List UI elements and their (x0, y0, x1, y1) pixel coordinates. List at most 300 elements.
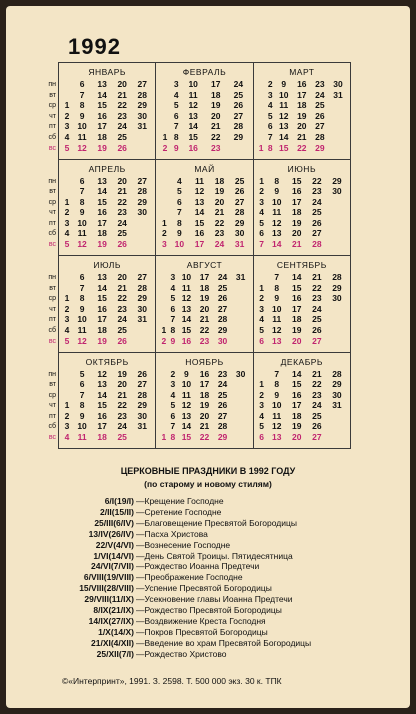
day-cell: 20 (199, 410, 210, 421)
day-cell: 22 (312, 175, 322, 186)
day-cell: 22 (297, 142, 307, 153)
day-cell: 23 (315, 79, 325, 89)
day-cell (232, 336, 250, 347)
day-cell: 30 (137, 207, 147, 218)
day-cell (159, 314, 168, 325)
day-cell: 24 (117, 421, 127, 432)
day-cell: 13 (188, 110, 198, 121)
weekday-label: пт (49, 316, 56, 324)
day-cell: 11 (77, 432, 87, 443)
day-cell: 16 (297, 79, 307, 89)
day-cell (329, 143, 347, 154)
day-cell: 12 (188, 100, 198, 111)
month-days-table (257, 272, 347, 346)
weekday-label: сб (48, 133, 56, 141)
day-cell: 16 (97, 110, 107, 121)
day-cell: 25 (312, 207, 322, 218)
day-cell: 25 (315, 100, 325, 111)
day-cell: 20 (292, 335, 302, 346)
month-block (254, 353, 351, 450)
month-block (254, 160, 351, 257)
day-cell: 22 (312, 379, 322, 390)
day-cell: 21 (312, 368, 322, 379)
holiday-name: —Крещение Господне (136, 496, 224, 506)
day-cell: 11 (181, 282, 191, 293)
day-cell (159, 400, 168, 411)
day-cell (159, 186, 169, 197)
day-cell: 24 (312, 196, 322, 207)
day-cell: 3 (170, 272, 176, 282)
day-cell: 8 (274, 282, 280, 293)
day-cell: 7 (274, 368, 280, 379)
holiday-row (58, 540, 398, 551)
day-cell: 4 (259, 314, 265, 325)
day-cell: 12 (279, 110, 289, 121)
weekday-label: вт (49, 284, 56, 292)
day-cell (327, 207, 347, 218)
day-cell: 28 (137, 282, 147, 293)
day-cell: 27 (312, 228, 322, 239)
day-cell: 5 (259, 217, 265, 228)
day-cell: 31 (137, 121, 147, 132)
holiday-date: 14/IX(27/IX) (88, 615, 134, 626)
day-cell: 26 (234, 186, 245, 197)
day-cell (132, 228, 152, 239)
day-cell: 2 (259, 389, 265, 400)
day-cell: 23 (312, 389, 322, 400)
day-cell: 16 (194, 228, 205, 239)
day-cell: 6 (170, 410, 176, 421)
day-cell (257, 100, 266, 111)
day-cell (132, 218, 152, 229)
holiday-row (58, 561, 398, 572)
day-cell: 20 (117, 379, 127, 390)
day-cell (232, 390, 250, 401)
day-cell: 31 (333, 89, 343, 100)
day-cell: 4 (259, 207, 265, 218)
day-cell (232, 432, 250, 443)
day-cell: 5 (173, 100, 179, 111)
day-cell (159, 379, 168, 390)
day-cell: 25 (217, 389, 228, 400)
day-cell (62, 272, 72, 283)
day-cell: 3 (161, 239, 167, 250)
month-name: ДЕКАБРЬ (280, 356, 324, 367)
day-cell: 25 (117, 131, 127, 142)
day-cell: 20 (292, 228, 302, 239)
day-cell (159, 411, 168, 422)
day-cell (159, 390, 168, 401)
holiday-date: 6/I(19/I) (104, 496, 134, 506)
day-cell (232, 283, 250, 294)
day-cell: 12 (77, 239, 87, 250)
day-cell: 29 (234, 217, 245, 228)
weekday-label-block (34, 273, 56, 370)
weekday-label: ср (48, 198, 56, 206)
day-cell: 4 (259, 410, 265, 421)
day-cell: 23 (217, 368, 228, 379)
day-cell: 29 (315, 142, 325, 153)
day-cell: 20 (211, 110, 221, 121)
day-cell: 20 (199, 303, 210, 314)
day-cell: 3 (173, 79, 179, 89)
day-cell: 9 (281, 79, 287, 89)
weekday-label: чт (49, 209, 56, 217)
day-cell: 18 (297, 100, 307, 111)
holiday-name: —Пасха Христова (136, 528, 208, 539)
day-cell: 20 (117, 175, 127, 186)
day-cell: 27 (233, 110, 244, 121)
day-cell (232, 421, 250, 432)
month-block (59, 256, 156, 353)
holiday-row (58, 583, 398, 594)
day-cell: 19 (199, 293, 210, 304)
day-cell: 11 (279, 100, 289, 111)
day-cell: 9 (79, 110, 85, 121)
day-cell: 4 (170, 282, 176, 293)
day-cell: 10 (77, 314, 87, 325)
day-cell: 3 (259, 196, 265, 207)
day-cell: 20 (117, 272, 127, 282)
day-cell: 2 (64, 303, 70, 314)
day-cell: 26 (117, 142, 127, 153)
day-cell: 2 (64, 207, 70, 218)
day-cell: 28 (137, 186, 147, 197)
day-cell (257, 79, 266, 90)
day-cell: 13 (97, 379, 107, 390)
holiday-date: 24/VI(7/VII) (91, 561, 134, 572)
day-cell (159, 121, 170, 132)
day-cell: 23 (199, 335, 210, 346)
month-name: ОКТЯБРЬ (85, 356, 129, 367)
day-cell (329, 132, 347, 143)
holidays-list (58, 496, 398, 660)
weekday-label: чт (49, 402, 56, 410)
day-cell: 16 (97, 207, 107, 218)
day-cell: 17 (211, 79, 221, 89)
day-cell: 2 (64, 410, 70, 421)
day-cell: 18 (97, 131, 107, 142)
day-cell (62, 369, 72, 380)
day-cell: 25 (217, 282, 228, 293)
day-cell (132, 336, 152, 347)
day-cell: 23 (312, 293, 322, 304)
day-cell: 19 (292, 421, 302, 432)
day-cell: 18 (199, 389, 210, 400)
day-cell: 13 (181, 303, 192, 314)
weekday-label: вс (48, 434, 56, 442)
day-cell (62, 283, 72, 294)
day-cell: 29 (137, 400, 147, 411)
day-cell: 10 (181, 272, 192, 282)
day-cell (132, 239, 152, 250)
holiday-name: —Вознесение Господне (136, 539, 231, 550)
day-cell: 15 (97, 293, 107, 304)
day-cell (257, 90, 266, 101)
day-cell: 6 (79, 379, 85, 390)
day-cell: 24 (117, 217, 127, 228)
day-cell: 14 (181, 314, 192, 325)
day-cell: 26 (137, 368, 147, 379)
day-cell: 12 (97, 368, 107, 379)
day-cell: 26 (312, 421, 322, 432)
year-title: 1992 (68, 34, 121, 59)
day-cell: 7 (170, 314, 176, 325)
day-cell: 24 (117, 121, 127, 132)
day-cell: 1 (64, 100, 70, 111)
weekday-label: пн (48, 177, 56, 185)
day-cell (232, 411, 250, 422)
day-cell: 27 (137, 175, 147, 186)
day-cell: 21 (117, 389, 127, 400)
day-cell: 27 (312, 432, 322, 443)
month-name: СЕНТЯБРЬ (276, 260, 327, 270)
holiday-date: 13/IV(26/IV) (88, 528, 134, 539)
day-cell: 25 (312, 314, 322, 325)
day-cell: 28 (315, 131, 325, 142)
holiday-name: —Рождество Иоанна Предтечи (136, 561, 260, 572)
weekday-label: чт (49, 112, 56, 120)
day-cell (257, 111, 266, 122)
day-cell (232, 325, 250, 336)
day-cell: 19 (97, 142, 107, 153)
month-block (59, 63, 156, 160)
day-cell: 4 (64, 432, 70, 443)
day-cell: 1 (259, 175, 265, 186)
day-cell: 5 (64, 142, 70, 153)
day-cell (62, 90, 72, 101)
day-cell: 14 (188, 121, 198, 132)
day-cell: 18 (211, 89, 221, 100)
day-cell: 15 (279, 142, 289, 153)
day-cell: 30 (137, 110, 147, 121)
day-cell: 5 (267, 110, 273, 121)
day-cell: 30 (332, 293, 342, 304)
day-cell (327, 197, 347, 208)
day-cell: 12 (271, 421, 282, 432)
weekday-label: чт (49, 305, 56, 313)
day-cell (159, 421, 168, 432)
day-cell: 7 (79, 186, 85, 197)
day-cell: 9 (79, 303, 85, 314)
day-cell: 17 (97, 121, 107, 132)
day-cell: 17 (297, 89, 307, 100)
day-cell: 29 (137, 293, 147, 304)
holiday-date: 25/III(6/IV) (94, 517, 134, 528)
day-cell: 9 (79, 207, 85, 218)
day-cell: 13 (271, 335, 282, 346)
day-cell: 18 (214, 175, 225, 186)
day-cell: 6 (259, 228, 265, 239)
day-cell (232, 400, 250, 411)
day-cell: 18 (292, 207, 302, 218)
day-cell: 9 (274, 186, 280, 197)
holiday-name: —Усекновение главы Иоанна Предтечи (136, 594, 293, 605)
day-cell: 17 (292, 196, 302, 207)
day-cell: 2 (64, 110, 70, 121)
month-days-table (257, 176, 347, 250)
day-cell: 6 (79, 175, 85, 186)
day-cell (159, 197, 169, 208)
month-block (156, 353, 253, 450)
day-cell: 22 (199, 432, 210, 443)
day-cell: 26 (312, 324, 322, 335)
day-cell (62, 176, 72, 187)
day-cell: 6 (170, 303, 176, 314)
day-cell: 21 (292, 239, 302, 250)
holiday-row (58, 638, 398, 649)
day-cell: 15 (292, 175, 302, 186)
holiday-name: —День Святой Троицы. Пятидесятница (136, 550, 293, 561)
weekday-label: сб (48, 230, 56, 238)
holiday-date: 21/XI(4/XII) (91, 637, 134, 648)
holiday-name: —Покров Пресвятой Богородицы (136, 626, 268, 637)
day-cell: 10 (279, 89, 289, 100)
day-cell: 8 (267, 142, 273, 153)
day-cell (329, 121, 347, 132)
day-cell: 29 (332, 282, 342, 293)
day-cell: 13 (194, 196, 205, 207)
month-name: ИЮНЬ (287, 163, 317, 174)
day-cell: 1 (64, 293, 70, 304)
day-cell: 29 (332, 379, 342, 390)
day-cell (329, 111, 347, 122)
day-cell: 16 (97, 303, 107, 314)
day-cell: 4 (64, 228, 70, 239)
day-cell: 29 (217, 324, 228, 335)
weekday-label: пт (49, 219, 56, 227)
day-cell: 11 (188, 89, 198, 100)
day-cell: 2 (161, 228, 167, 239)
day-cell: 16 (292, 293, 302, 304)
month-days-table (62, 79, 152, 153)
day-cell: 24 (312, 400, 322, 411)
day-cell (132, 325, 152, 336)
day-cell: 12 (271, 217, 282, 228)
day-cell: 2 (259, 186, 265, 197)
day-cell: 3 (259, 303, 265, 314)
day-cell: 6 (177, 196, 182, 207)
day-cell: 16 (199, 368, 210, 379)
day-cell: 11 (77, 228, 87, 239)
day-cell: 14 (279, 131, 289, 142)
day-cell: 30 (217, 335, 228, 346)
day-cell: 17 (97, 217, 107, 228)
weekday-label: ср (48, 295, 56, 303)
weekday-labels (34, 80, 56, 466)
day-cell: 5 (170, 293, 176, 304)
day-cell (329, 100, 347, 111)
day-cell: 28 (137, 89, 147, 100)
month-block (156, 256, 253, 353)
day-cell: 17 (199, 272, 210, 282)
day-cell: 6 (267, 121, 273, 132)
day-cell: 13 (97, 79, 107, 89)
day-cell: 12 (77, 142, 87, 153)
day-cell: 22 (117, 293, 127, 304)
day-cell: 13 (181, 410, 192, 421)
holiday-date: 1/X(14/X) (98, 626, 134, 637)
day-cell: 25 (117, 228, 127, 239)
day-cell: 16 (292, 389, 302, 400)
weekday-label: пт (49, 412, 56, 420)
day-cell: 2 (267, 79, 273, 89)
day-cell: 6 (79, 79, 85, 89)
day-cell: 19 (211, 100, 221, 111)
day-cell: 9 (274, 293, 280, 304)
day-cell: 29 (233, 131, 244, 142)
month-block (59, 353, 156, 450)
day-cell: 1 (161, 217, 167, 228)
holiday-name: —Рождество Христово (136, 648, 227, 659)
weekday-label: вт (49, 381, 56, 389)
day-cell (159, 283, 168, 294)
day-cell: 10 (77, 217, 87, 228)
day-cell: 10 (77, 121, 87, 132)
day-cell (257, 132, 266, 143)
day-cell: 31 (332, 400, 342, 411)
day-cell: 21 (211, 121, 221, 132)
day-cell: 7 (170, 421, 176, 432)
day-cell: 22 (199, 324, 210, 335)
day-cell: 24 (315, 89, 325, 100)
day-cell: 24 (117, 314, 127, 325)
holiday-name: —Воздвижение Креста Господня (136, 615, 266, 626)
day-cell (62, 186, 72, 197)
holiday-name: —Успение Пресвятой Богородицы (136, 583, 272, 594)
day-cell: 26 (117, 239, 127, 250)
day-cell: 18 (292, 410, 302, 421)
day-cell: 26 (117, 335, 127, 346)
day-cell: 17 (97, 421, 107, 432)
weekday-label: вс (48, 144, 56, 152)
day-cell: 12 (181, 293, 192, 304)
day-cell: 9 (173, 142, 179, 153)
calendar-card (6, 6, 410, 708)
day-cell: 7 (177, 207, 182, 218)
month-block (156, 63, 253, 160)
weekday-label: пн (48, 81, 56, 88)
day-cell: 15 (292, 282, 302, 293)
day-cell: 11 (272, 410, 282, 421)
day-cell: 3 (259, 400, 265, 411)
day-cell: 9 (184, 368, 189, 379)
day-cell: 21 (199, 421, 210, 432)
weekday-label: пн (48, 274, 56, 281)
day-cell: 14 (97, 89, 107, 100)
day-cell: 14 (181, 421, 192, 432)
day-cell: 14 (194, 207, 205, 218)
day-cell: 19 (297, 110, 307, 121)
day-cell: 5 (64, 335, 70, 346)
month-days-table (62, 176, 152, 250)
day-cell: 17 (97, 314, 107, 325)
day-cell (62, 379, 72, 390)
day-cell (327, 228, 347, 239)
day-cell: 27 (217, 303, 228, 314)
holiday-date: 25/XII(7/I) (96, 648, 134, 659)
month-name: АВГУСТ (186, 260, 223, 270)
day-cell: 15 (181, 324, 192, 335)
day-cell: 25 (117, 324, 127, 335)
day-cell: 7 (173, 121, 179, 132)
holiday-row (58, 529, 398, 540)
day-cell: 13 (271, 228, 282, 239)
day-cell: 10 (174, 239, 185, 250)
day-cell: 22 (117, 400, 127, 411)
day-cell: 13 (97, 175, 107, 186)
month-name: МАРТ (289, 67, 315, 77)
